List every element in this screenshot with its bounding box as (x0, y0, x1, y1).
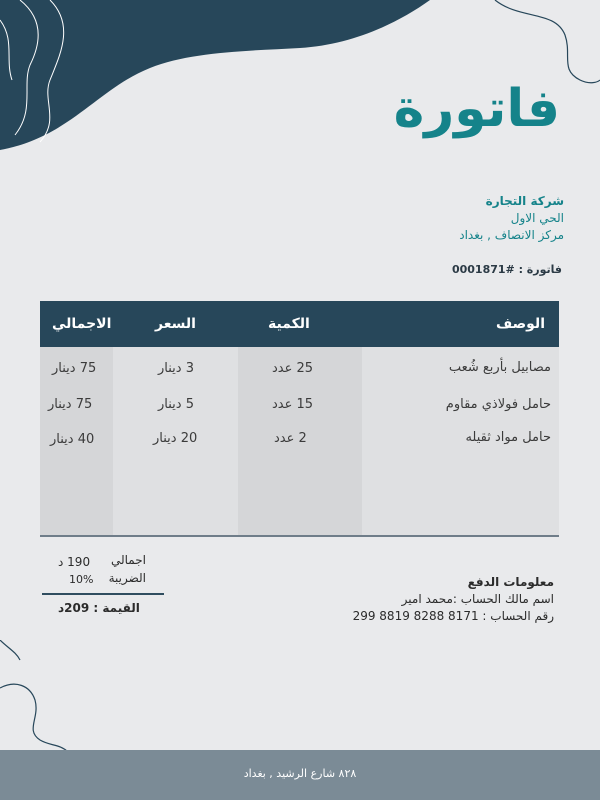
row1-quantity: 25 عدد (272, 361, 314, 376)
subtotal-value: 190 د (58, 555, 91, 569)
account-owner: اسم مالك الحساب :محمد امير (401, 592, 554, 606)
tax-label: الضريبة (108, 571, 146, 585)
row3-quantity: 2 عدد (274, 431, 307, 446)
wave-decoration-bottom (0, 640, 120, 755)
grand-total: القيمة : 209د (58, 601, 140, 615)
summary-divider (42, 593, 164, 595)
payment-heading: معلومات الدفع (467, 575, 554, 589)
account-number: رقم الحساب : 8171 8288 8819 299 (352, 609, 554, 623)
invoice-number: فاتورة : #0001871 (451, 263, 562, 276)
row2-total: 75 دينار (48, 397, 93, 412)
tax-value: 10% (69, 573, 94, 586)
header-quantity: الكمية (268, 316, 310, 332)
row3-price: 20 دينار (153, 431, 198, 446)
footer-bar (0, 750, 600, 800)
footer-address: ٨٢٨ شارع الرشيد , بغداد (243, 767, 357, 780)
row1-total: 75 دينار (52, 361, 97, 376)
invoice-title: فاتورة (393, 79, 560, 139)
row1-description: مصابيل بأربع شُعب (448, 360, 551, 375)
header-total: الاجمالي (52, 316, 112, 332)
payment-info (353, 573, 554, 625)
row3-total: 40 دينار (50, 432, 95, 447)
company-info (459, 193, 564, 244)
row2-description: حامل فولاذي مقاوم (445, 397, 551, 412)
company-name: شركة التجارة (485, 194, 564, 208)
company-address-line1: الحي الاول (510, 211, 564, 225)
subtotal-label: اجمالي (110, 553, 146, 567)
row1-price: 3 دينار (158, 361, 194, 376)
items-table (40, 301, 559, 537)
company-address-line2: مركز الانصاف , بغداد (459, 228, 564, 242)
header-price: السعر (155, 316, 196, 332)
table-header (40, 301, 559, 347)
header-description: الوصف (495, 316, 545, 332)
row2-quantity: 15 عدد (272, 397, 314, 412)
row2-price: 5 دينار (158, 397, 194, 412)
row3-description: حامل مواد ثقيله (465, 430, 551, 445)
